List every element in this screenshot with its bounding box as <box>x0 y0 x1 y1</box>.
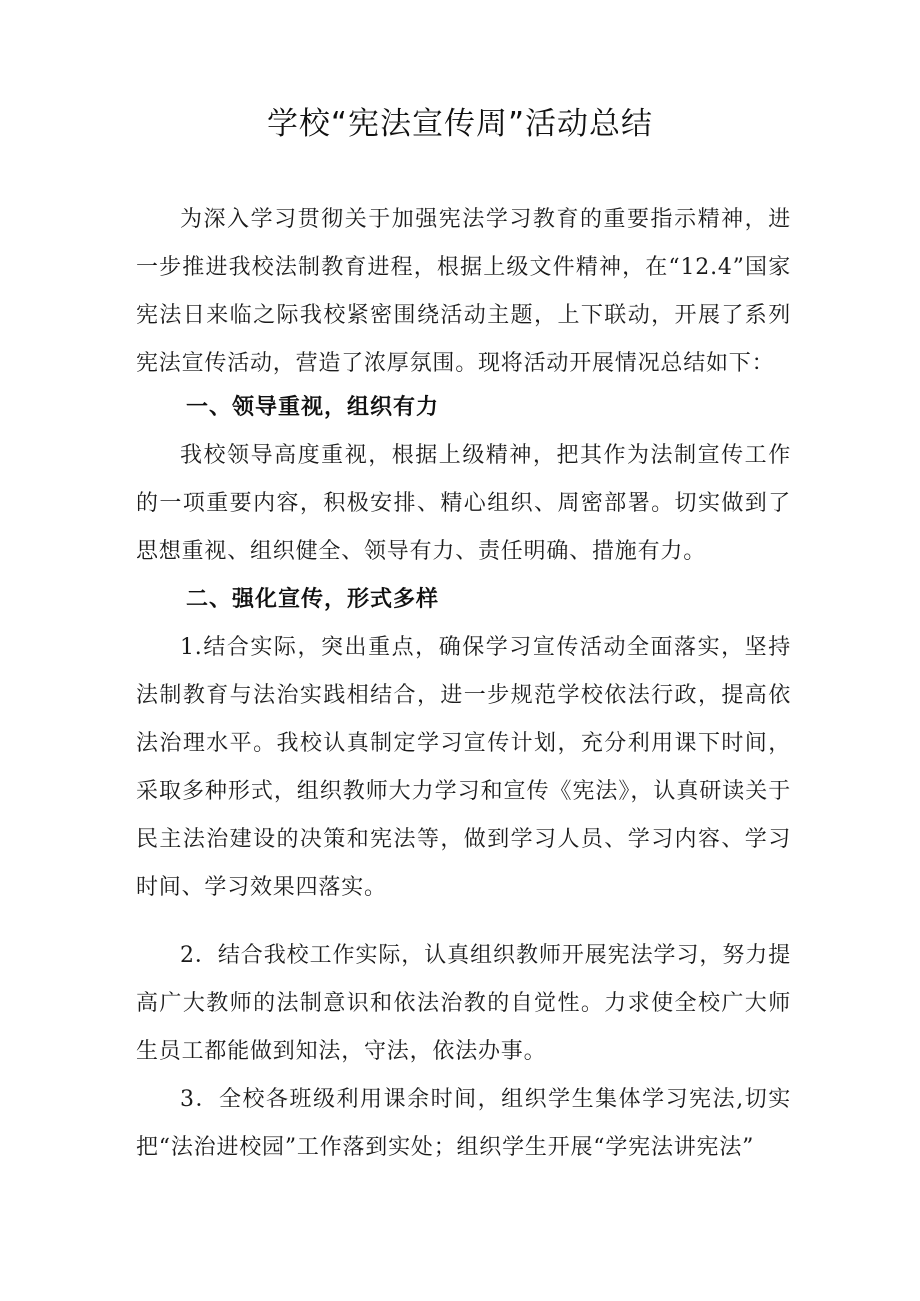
section-heading-1: 一、领导重视，组织有力 <box>186 395 440 420</box>
section-1-paragraph: 我校领导高度重视，根据上级精神，把其作为法制宣传工作的一项重要内容，积极安排、精心组织、周密部署。切实做到了思想重视、组织健全、领导有力、责任明确、措施有力。 <box>136 443 791 564</box>
intro-paragraph: 为深入学习贯彻关于加强宪法学习教育的重要指示精神，进一步推进我校法制教育进程，根据上级文件精神，在“12.4”国家宪法日来临之际我校紧密围绕活动主题，上下联动，开展了系列宪法宣传活动，营造了浓厚氛围。现将活动开展情况总结如下： <box>136 207 791 376</box>
section-2-paragraph-2: 2．结合我校工作实际，认真组织教师开展宪法学习，努力提高广大教师的法制意识和依法治教的自觉性。力求使全校广大师生员工都能做到知法，守法，依法办事。 <box>136 943 791 1064</box>
section-heading-2: 二、强化宣传，形式多样 <box>186 587 440 612</box>
section-2-paragraph-3: 3．全校各班级利用课余时间，组织学生集体学习宪法,切实把“法治进校园”工作落到实处；组织学生开展“学宪法讲宪法” <box>136 1087 791 1160</box>
section-2-paragraph-1: 1.结合实际，突出重点，确保学习宣传活动全面落实，坚持法制教育与法治实践相结合，进一步规范学校依法行政，提高依法治理水平。我校认真制定学习宣传计划，充分利用课下时间，采取多种形式，组织教师大力学习和宣传《宪法》，认真研读关于民主法治建设的决策和宪法等，做到学习人员、学习内容、学习时间、学习效果四落实。 <box>136 635 791 900</box>
document-title: 学校“宪法宣传周”活动总结 <box>266 106 654 142</box>
